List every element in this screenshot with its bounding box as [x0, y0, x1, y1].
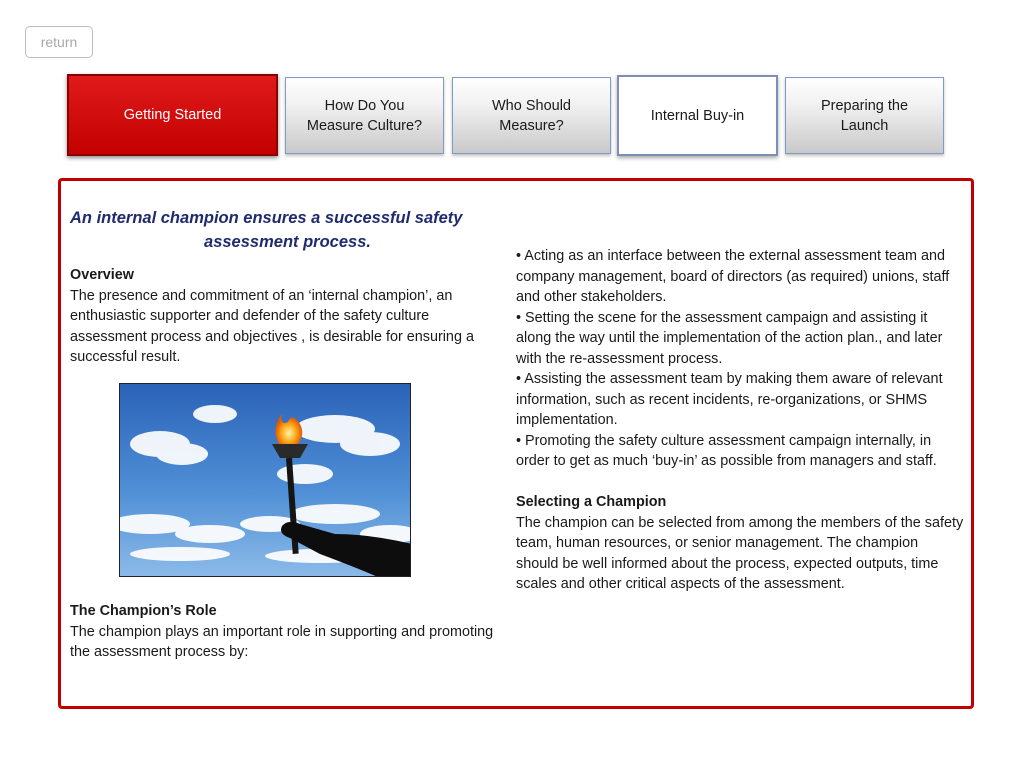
overview-title: Overview [70, 267, 134, 283]
tab-label: Who Should Measure? [492, 97, 571, 134]
right-column [516, 246, 964, 595]
selecting-title: Selecting a Champion [516, 494, 667, 510]
champion-role-section [70, 601, 505, 663]
tab-internal-buy-in[interactable] [617, 75, 778, 156]
selecting-text: The champion can be selected from among the members of the safety team, human resources, or senior management. The champion should be well informed about the process, expected outputs, time scales and other critical aspects of the assessment. [516, 514, 964, 592]
page-headline [70, 206, 505, 254]
overview-text: The presence and commitment of an ‘internal champion’, an enthusiastic supporter and defender of the safety culture assessment process and objectives , is desirable for ensuring a successful result. [70, 287, 474, 365]
tab-how-do-you-measure-culture[interactable] [285, 77, 444, 154]
list-item: • Promoting the safety culture assessment campaign internally, in order to get as much ‘buy-in’ as possible from managers and staff. [516, 432, 937, 469]
role-title: The Champion’s Role [70, 603, 217, 619]
tab-who-should-measure[interactable] [452, 77, 611, 154]
tab-label: Getting Started [123, 107, 222, 123]
tab-getting-started[interactable] [67, 74, 278, 156]
list-item: • Assisting the assessment team by making them aware of relevant information, such as recent incidents, re-organizations, or SHMS implementation. [516, 371, 943, 428]
role-text: The champion plays an important role in supporting and promoting the assessment process by: [70, 623, 494, 660]
tab-label: Preparing the Launch [820, 97, 909, 134]
headline-line-1: An internal champion ensures a successful safety [70, 209, 463, 227]
torch-photo-illustration [120, 384, 411, 577]
list-item: • Setting the scene for the assessment campaign and assisting it along the way until the implementation of the action plan., and later with the re-assessment process. [516, 309, 943, 367]
left-column [70, 206, 505, 368]
tab-label: Internal Buy-in [650, 107, 745, 124]
list-item: • Acting as an interface between the external assessment team and company management, board of directors (as required) unions, staff and other stakeholders. [516, 248, 950, 305]
torch-image [119, 383, 411, 577]
tab-label: How Do You Measure Culture? [306, 97, 423, 134]
tab-preparing-the-launch[interactable] [785, 77, 944, 154]
return-button[interactable]: return [25, 26, 93, 58]
headline-line-2: assessment process. [204, 233, 371, 251]
